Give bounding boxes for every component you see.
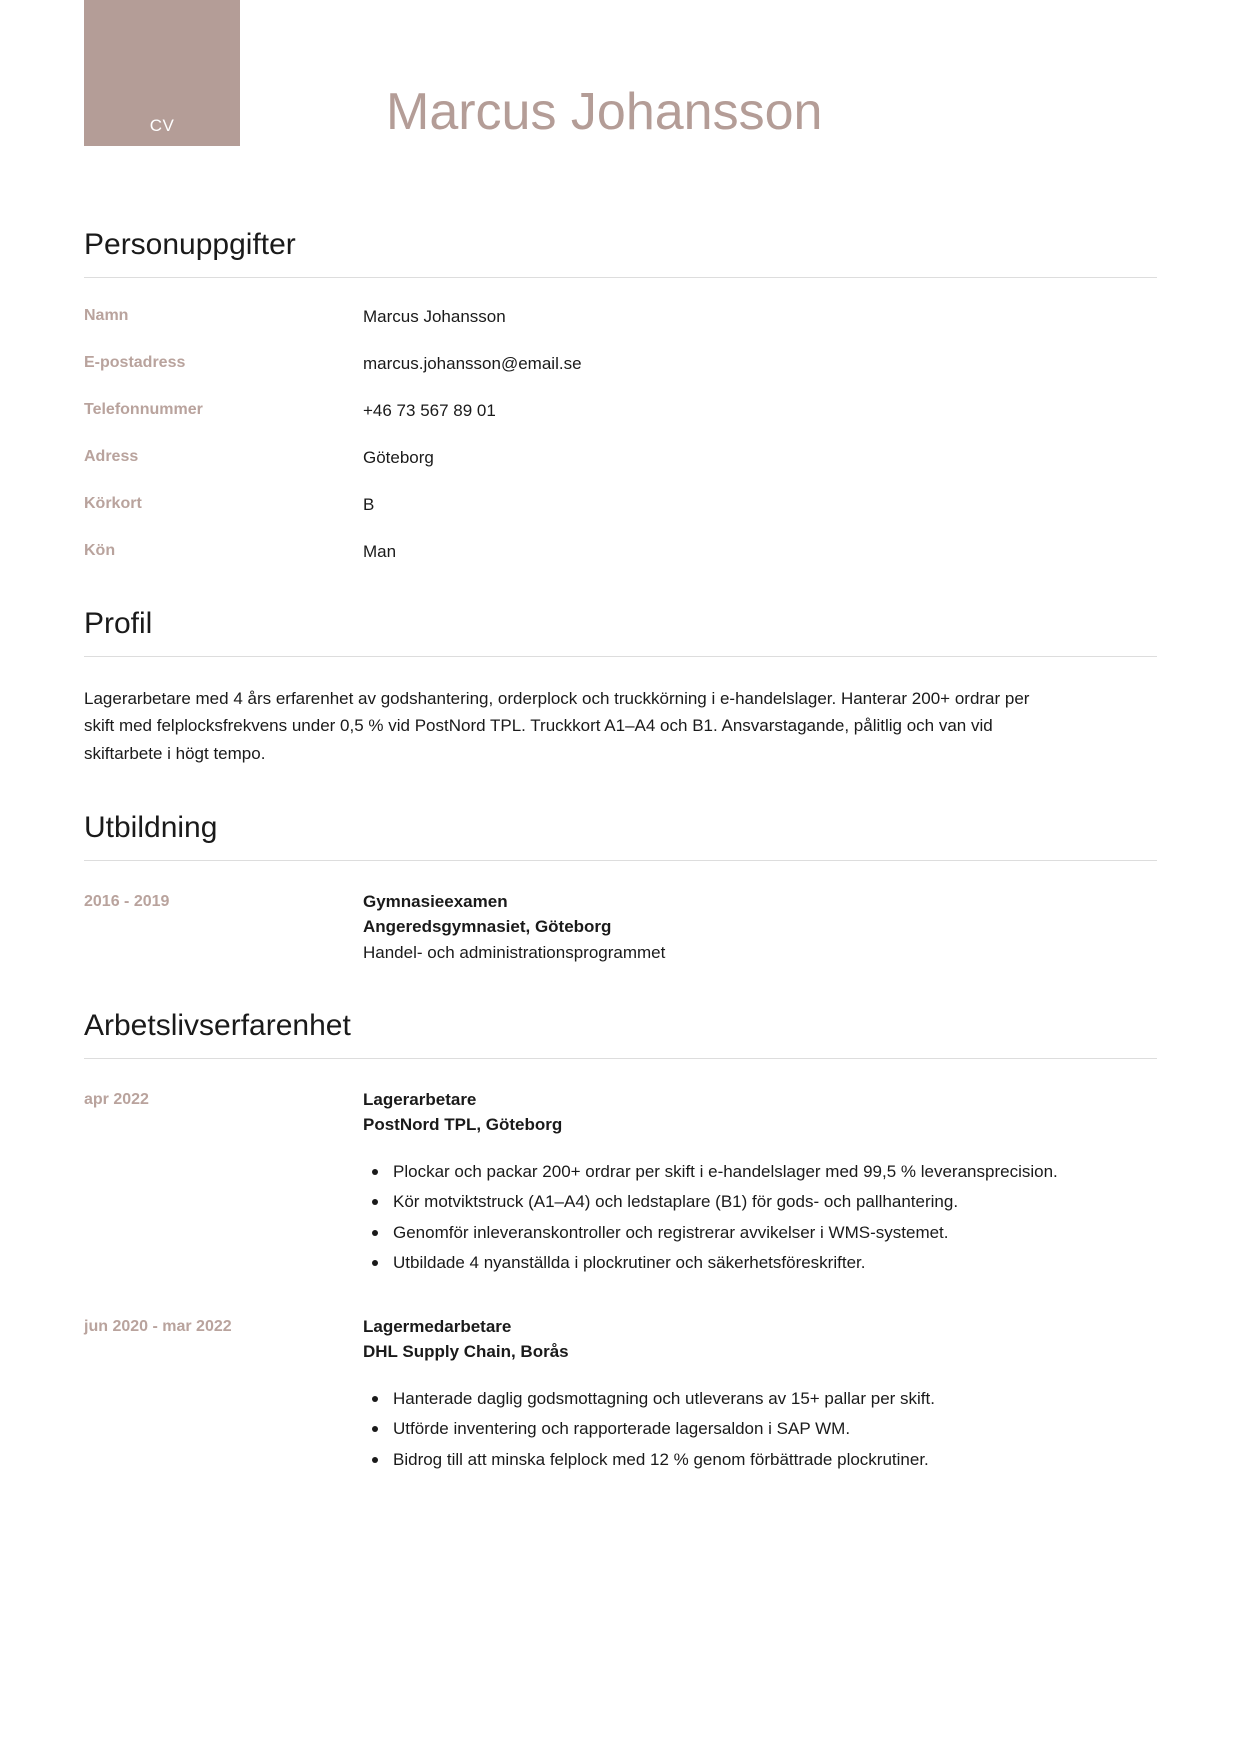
detail-value: +46 73 567 89 01	[363, 400, 496, 420]
experience-list	[84, 1059, 1157, 1477]
profile-body	[84, 657, 1157, 768]
detail-row	[84, 353, 1157, 375]
experience-bullet: Utbildade 4 nyanställda i plockrutiner och säkerhetsföreskrifter.	[363, 1249, 1157, 1277]
experience-bullet: Utförde inventering och rapporterade lagersaldon i SAP WM.	[363, 1415, 1157, 1443]
candidate-name: Marcus Johansson	[386, 83, 823, 141]
experience-employer: DHL Supply Chain, Borås	[363, 1342, 569, 1362]
experience-date: jun 2020 - mar 2022	[84, 1317, 232, 1335]
experience-bullet: Bidrog till att minska felplock med 12 % genom förbättrade plockrutiner.	[363, 1446, 1157, 1474]
experience-bullet: Genomför inleveranskontroller och registrerar avvikelser i WMS-systemet.	[363, 1219, 1157, 1247]
detail-row	[84, 447, 1157, 469]
education-date: 2016 - 2019	[84, 892, 170, 910]
detail-value: marcus.johansson@email.se	[363, 353, 582, 373]
experience-entry	[84, 1087, 1157, 1280]
experience-entry-content	[363, 1087, 1157, 1280]
education-entry	[84, 889, 1157, 966]
experience-date: apr 2022	[84, 1090, 149, 1108]
education-school: Angeredsgymnasiet, Göteborg	[363, 917, 612, 937]
detail-value: Man	[363, 541, 397, 561]
experience-bullet: Plockar och packar 200+ ordrar per skift i e-handelslager med 99,5 % leveransprecision.	[363, 1158, 1157, 1186]
education-program: Handel- och administrationsprogrammet	[363, 942, 666, 962]
section-title-experience: Arbetslivserfarenhet	[84, 1009, 351, 1043]
detail-row	[84, 306, 1157, 328]
detail-label: Telefonnummer	[84, 400, 203, 418]
section-title-personal: Personuppgifter	[84, 228, 296, 261]
cv-badge-label: CV	[149, 116, 175, 135]
experience-role: Lagermedarbetare	[363, 1316, 512, 1336]
section-education	[84, 811, 1157, 965]
detail-label: Adress	[84, 447, 139, 465]
detail-value: Marcus Johansson	[363, 306, 506, 326]
profile-summary-text: Lagerarbetare med 4 års erfarenhet av godshantering, orderplock och truckkörning i e-handelslager. Hanterar 200+ ordrar per skift med felplocksfrekvens under 0,5 % vid PostNord TPL. Truckkort A1–A4 och B1. Ansvarstagande, pålitlig och van vid skiftarbete i högt tempo.	[84, 688, 1030, 763]
detail-value: B	[363, 494, 375, 514]
education-degree: Gymnasieexamen	[363, 891, 508, 911]
experience-entry-content	[363, 1314, 1157, 1477]
experience-role: Lagerarbetare	[363, 1089, 477, 1109]
detail-label: Körkort	[84, 494, 142, 512]
education-list	[84, 861, 1157, 966]
detail-row	[84, 494, 1157, 516]
experience-bullet: Kör motviktstruck (A1–A4) och ledstaplare (B1) för gods- och pallhantering.	[363, 1188, 1157, 1216]
section-experience	[84, 1009, 1157, 1476]
experience-bullet-list	[363, 1385, 1157, 1474]
experience-entry	[84, 1314, 1157, 1477]
cv-badge	[84, 0, 240, 146]
detail-label: Kön	[84, 541, 116, 559]
experience-bullet: Hanterade daglig godsmottagning och utleverans av 15+ pallar per skift.	[363, 1385, 1157, 1413]
section-personal-details	[84, 228, 1157, 563]
detail-row	[84, 541, 1157, 563]
experience-bullet-list	[363, 1158, 1157, 1277]
detail-value: Göteborg	[363, 447, 434, 467]
detail-label: Namn	[84, 306, 129, 324]
section-profile	[84, 607, 1157, 767]
section-title-education: Utbildning	[84, 811, 218, 845]
experience-employer: PostNord TPL, Göteborg	[363, 1115, 563, 1135]
detail-row	[84, 400, 1157, 422]
section-title-profile: Profil	[84, 607, 153, 641]
cv-header	[84, 0, 1157, 176]
personal-details-list	[84, 278, 1157, 564]
detail-label: E-postadress	[84, 353, 186, 371]
education-entry-content	[363, 889, 1157, 966]
